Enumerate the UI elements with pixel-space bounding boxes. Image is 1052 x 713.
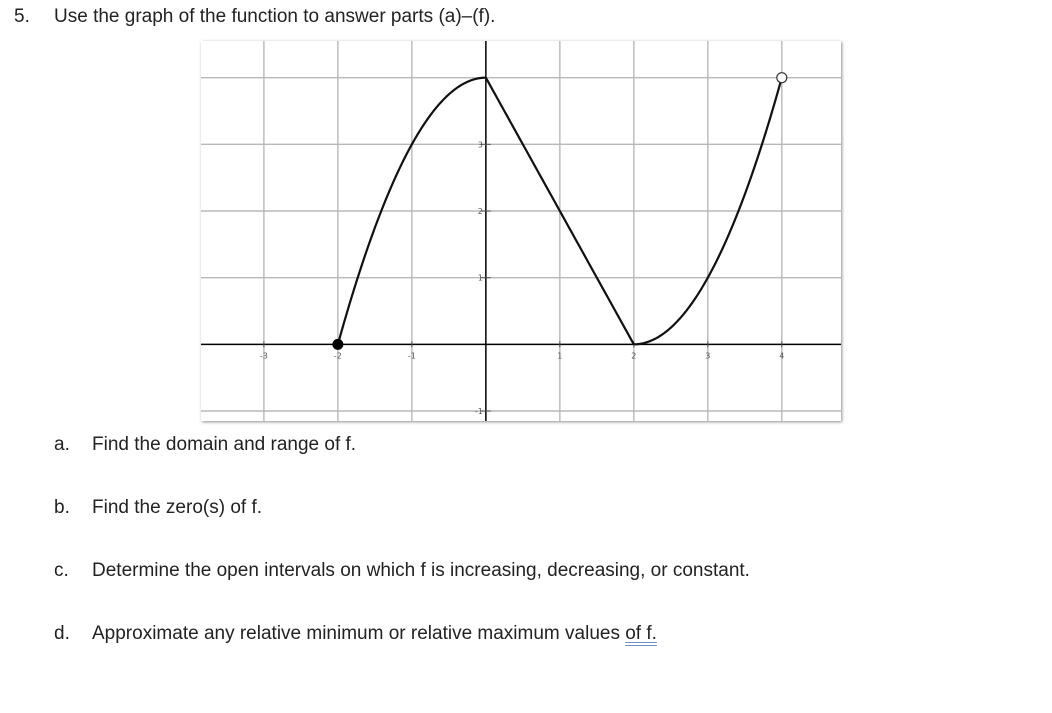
question-header xyxy=(14,6,495,28)
x-tick-label: 4 xyxy=(779,351,785,361)
part-b-text: Find the zero(s) of f. xyxy=(92,497,263,518)
part-a-label: a. xyxy=(54,434,70,455)
part-a-text: Find the domain and range of f. xyxy=(92,434,357,455)
part-d-label: d. xyxy=(54,623,70,644)
y-tick-label: 1 xyxy=(477,273,483,283)
y-tick-label: 3 xyxy=(477,140,483,150)
x-tick-label: -2 xyxy=(333,351,342,361)
part-c-label: c. xyxy=(54,560,69,581)
x-tick-label: -3 xyxy=(259,351,268,361)
closed-endpoint-dot xyxy=(333,339,343,349)
part-d-text: Approximate any relative minimum or relative maximum values xyxy=(92,623,626,644)
question-prompt: Use the graph of the function to answer parts (a)–(f). xyxy=(54,6,496,27)
x-tick-label: 2 xyxy=(631,351,637,361)
x-tick-label: -1 xyxy=(407,351,416,361)
part-b xyxy=(54,497,262,519)
part-c-text: Determine the open intervals on which f is increasing, decreasing, or constant. xyxy=(92,560,750,581)
function-graph xyxy=(201,41,841,421)
y-tick-label: 2 xyxy=(477,207,483,216)
part-a xyxy=(54,434,356,456)
part-d xyxy=(54,623,657,645)
question-number: 5. xyxy=(14,6,30,27)
part-b-label: b. xyxy=(54,497,70,518)
y-tick-label: -1 xyxy=(474,407,483,416)
part-c xyxy=(54,560,750,582)
graph-canvas xyxy=(201,41,841,421)
part-d-underlined-text: of f. xyxy=(625,623,657,644)
x-tick-label: 3 xyxy=(705,351,711,361)
open-endpoint-circle xyxy=(777,73,787,83)
x-tick-label: 1 xyxy=(557,351,563,361)
